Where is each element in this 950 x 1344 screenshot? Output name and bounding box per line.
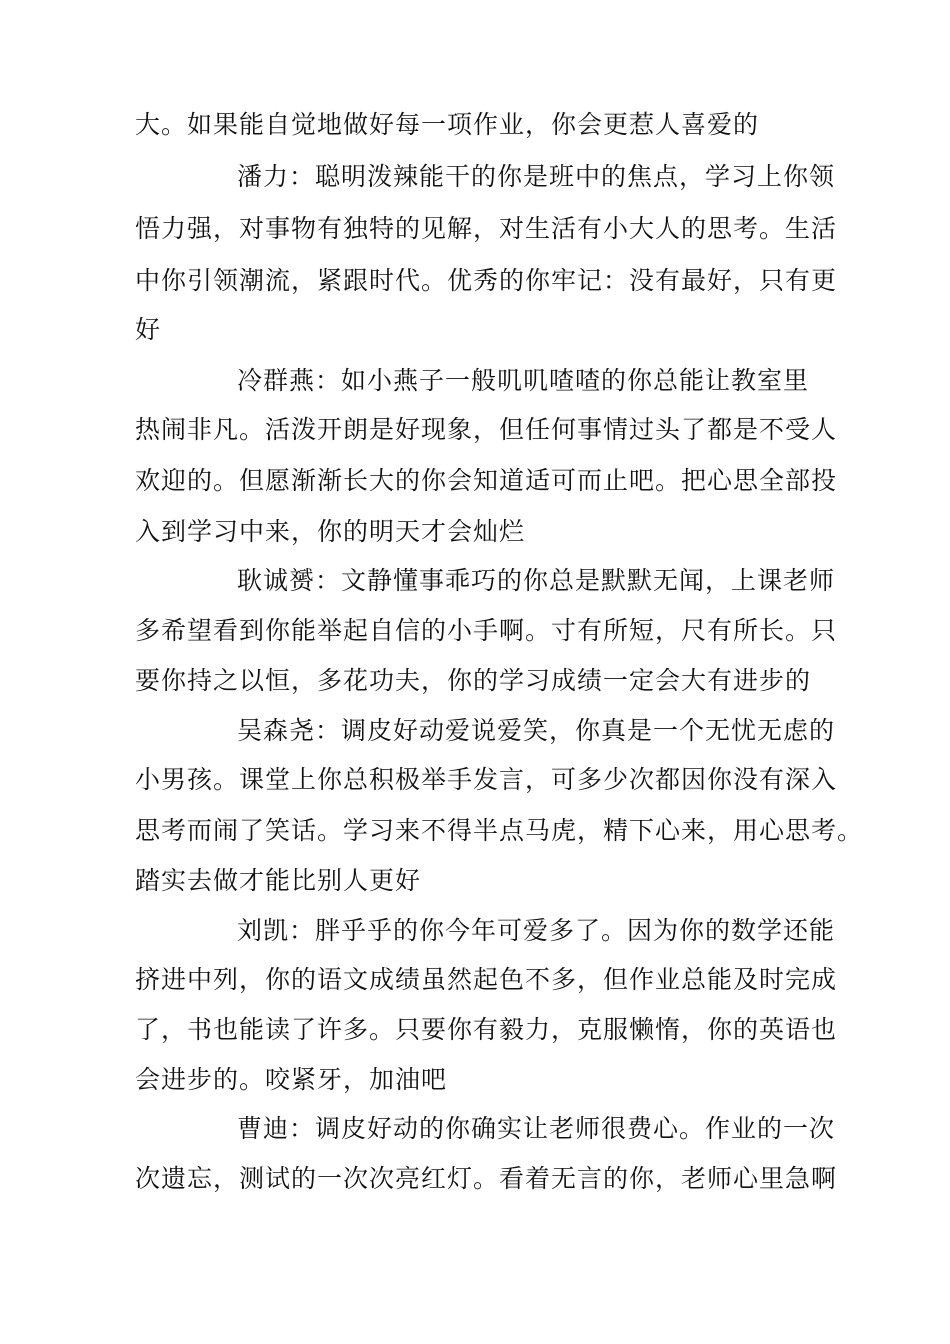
text-line: 多希望看到你能举起自信的小手啊。寸有所短，尺有所长。只 — [135, 616, 838, 645]
text-line: 中你引领潮流，紧跟时代。优秀的你牢记：没有最好，只有更 — [135, 266, 838, 295]
paragraph-start-pan-li: 潘力：聪明泼辣能干的你是班中的焦点，学习上你领 — [237, 162, 836, 191]
paragraph-start-cao-di: 曹迪：调皮好动的你确实让老师很费心。作业的一次 — [237, 1114, 836, 1143]
text-line: 挤进中列，你的语文成绩虽然起色不多，但作业总能及时完成 — [135, 965, 838, 994]
paragraph-start-liu-kai: 刘凯：胖乎乎的你今年可爱多了。因为你的数学还能 — [237, 916, 836, 945]
text-line: 次遗忘，测试的一次次亮红灯。看着无言的你，老师心里急啊 — [135, 1164, 838, 1193]
text-line: 踏实去做才能比别人更好 — [135, 866, 422, 895]
text-line: 小男孩。课堂上你总积极举手发言，可多少次都因你没有深入 — [135, 765, 838, 794]
text-line: 思考而闹了笑话。学习来不得半点马虎，精下心来，用心思考。 — [135, 816, 864, 845]
text-line: 会进步的。咬紧牙，加油吧 — [135, 1065, 448, 1094]
paragraph-start-wu-senyao: 吴森尧：调皮好动爱说爱笑，你真是一个无忧无虑的 — [237, 716, 836, 745]
paragraph-start-geng-chengyun: 耿诚赟：文静懂事乖巧的你总是默默无闻，上课老师 — [237, 566, 836, 595]
text-line: 好 — [135, 315, 162, 344]
text-line: 入到学习中来，你的明天才会灿烂 — [135, 517, 526, 546]
paragraph-start-leng-qunyan: 冷群燕：如小燕子一般叽叽喳喳的你总能让教室里 — [237, 366, 810, 395]
text-line: 悟力强，对事物有独特的见解，对生活有小大人的思考。生活 — [135, 214, 838, 243]
text-line: 了，书也能读了许多。只要你有毅力，克服懒惰，你的英语也 — [135, 1015, 838, 1044]
text-line: 热闹非凡。活泼开朗是好现象，但任何事情过头了都是不受人 — [135, 415, 838, 444]
text-line: 大。如果能自觉地做好每一项作业，你会更惹人喜爱的 — [135, 110, 760, 139]
text-line: 欢迎的。但愿渐渐长大的你会知道适可而止吧。把心思全部投 — [135, 466, 838, 495]
text-line: 要你持之以恒，多花功夫，你的学习成绩一定会大有进步的 — [135, 666, 812, 695]
